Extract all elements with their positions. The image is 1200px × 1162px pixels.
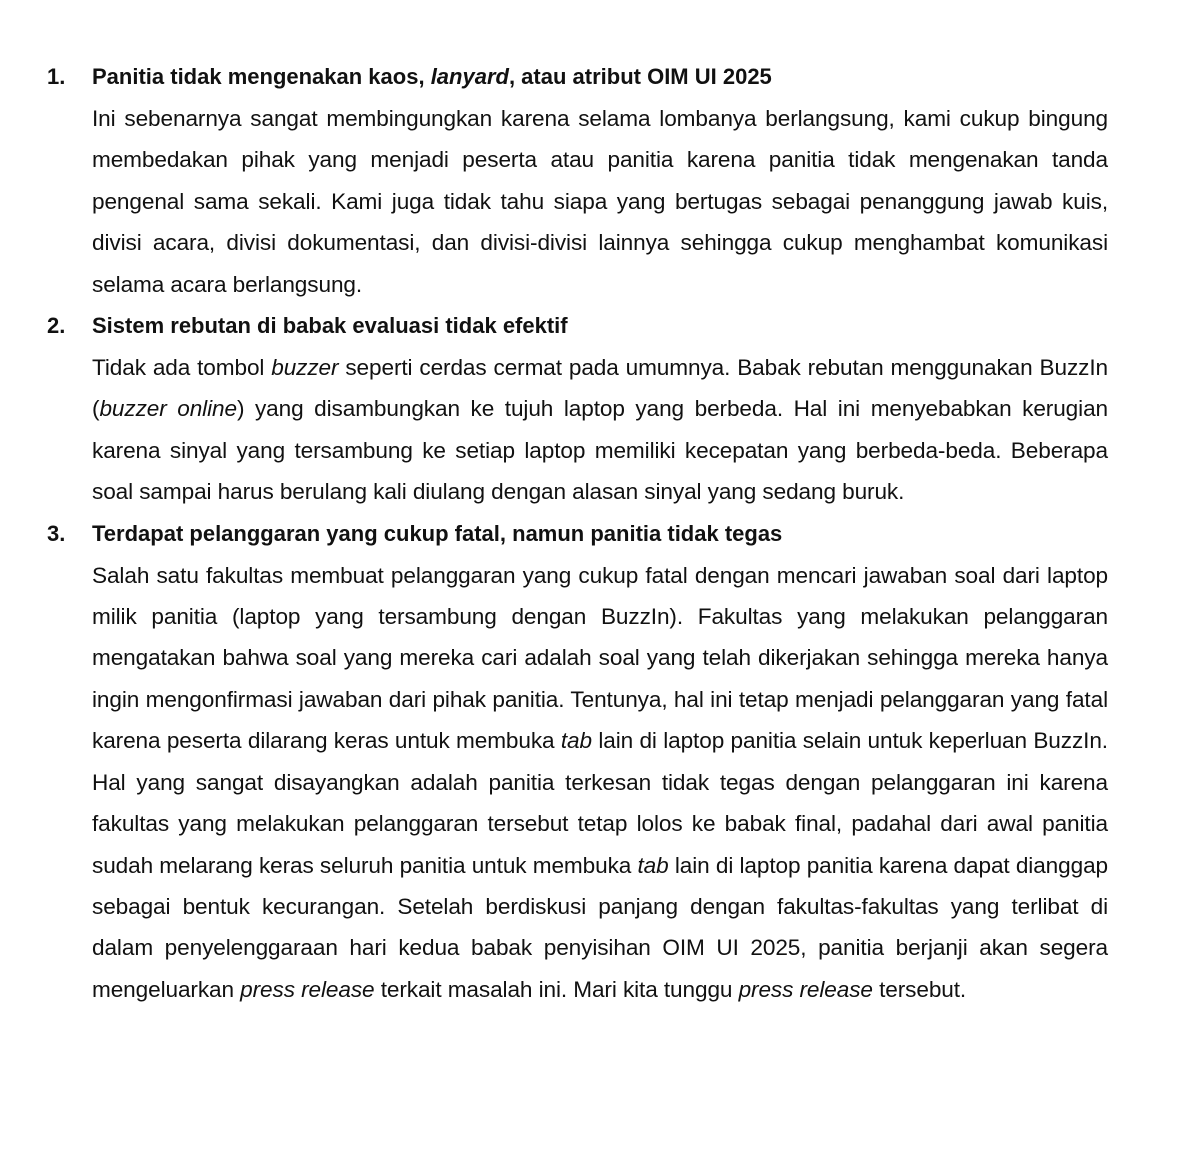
item-heading: Terdapat pelanggaran yang cukup fatal, namun panitia tidak tegas <box>92 520 783 546</box>
item-body: Salah satu fakultas membuat pelanggaran yang cukup fatal dengan mencari jawaban soal dari laptop milik panitia (laptop yang tersambung dengan BuzzIn). Fakultas yang melakukan pelanggaran mengatakan bahwa soal yang mereka cari adalah soal yang telah dikerjakan sehingga mereka hanya ingin mengonfirmasi jawaban dari pihak panitia. Tentunya, hal ini tetap menjadi pelanggaran yang fatal karena peserta dilarang keras untuk membuka tab lain di laptop panitia selain untuk keperluan BuzzIn. Hal yang sangat disayangkan adalah panitia terkesan tidak tegas dengan pelanggaran ini karena fakultas yang melakukan pelanggaran tersebut tetap lolos ke babak final, padahal dari awal panitia sudah melarang keras seluruh panitia untuk membuka tab lain di laptop panitia karena dapat dianggap sebagai bentuk kecurangan. Setelah berdiskusi panjang dengan fakultas-fakultas yang terlibat di dalam penyelenggaraan hari kedua babak penyisihan OIM UI 2025, panitia berjanji akan segera mengeluarkan press release terkait masalah ini. Mari kita tunggu press release tersebut. <box>92 562 1109 1002</box>
item-number: 3. <box>47 520 66 546</box>
list-item-2 <box>40 305 1108 513</box>
list-item-1 <box>40 56 1108 305</box>
item-number: 2. <box>47 313 66 339</box>
item-body: Tidak ada tombol buzzer seperti cerdas cermat pada umumnya. Babak rebutan menggunakan BuzzIn (buzzer online) yang disambungkan ke tujuh laptop yang berbeda. Hal ini menyebabkan kerugian karena sinyal yang tersambung ke setiap laptop memiliki kecepatan yang berbeda-beda. Beberapa soal sampai harus berulang kali diulang dengan alasan sinyal yang sedang buruk. <box>92 355 1108 505</box>
item-body: Ini sebenarnya sangat membingungkan karena selama lombanya berlangsung, kami cukup bingung membedakan pihak yang menjadi peserta atau panitia karena panitia tidak mengenakan tanda pengenal sama sekali. Kami juga tidak tahu siapa yang bertugas sebagai penanggung jawab kuis, divisi acara, divisi dokumentasi, dan divisi-divisi lainnya sehingga cukup menghambat komunikasi selama acara berlangsung. <box>92 106 1108 297</box>
item-heading: Sistem rebutan di babak evaluasi tidak efektif <box>92 313 568 339</box>
item-number: 1. <box>47 64 66 89</box>
list-item-3 <box>40 513 1108 1010</box>
item-heading: Panitia tidak mengenakan kaos, lanyard, atau atribut OIM UI 2025 <box>92 64 772 89</box>
